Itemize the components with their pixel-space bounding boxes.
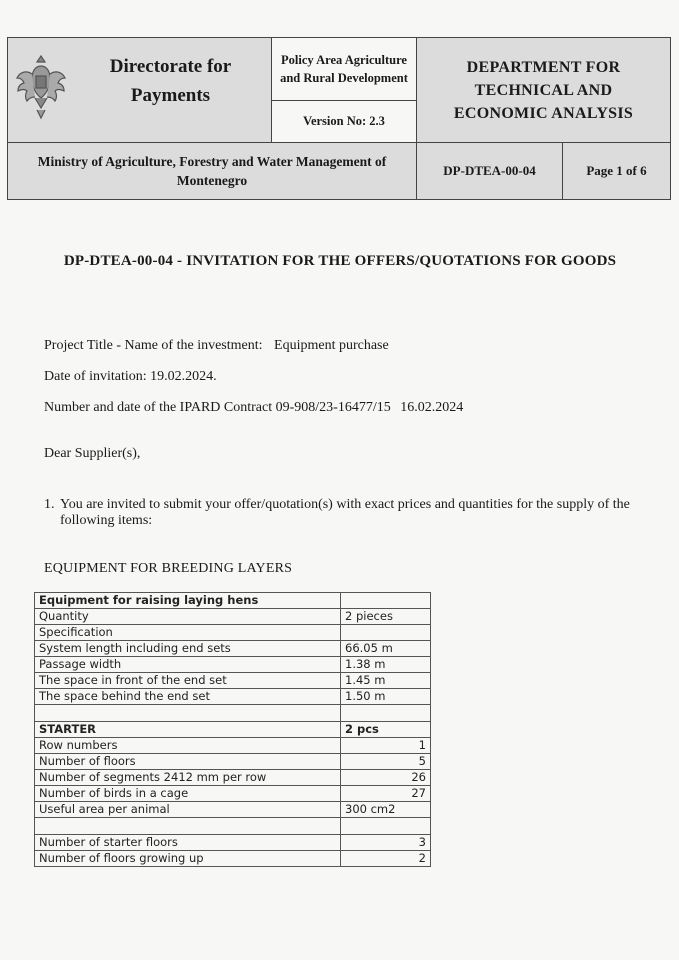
- policy-area-cell: Policy Area Agriculture and Rural Development: [271, 37, 417, 101]
- department-cell: DEPARTMENT FOR TECHNICAL AND ECONOMIC ANALYSIS: [416, 37, 671, 143]
- invitation-date: Date of invitation: 19.02.2024.: [44, 369, 217, 384]
- table-row: The space in front of the end set 1.45 m: [35, 673, 431, 689]
- document-header: [7, 37, 671, 200]
- document-title: DP-DTEA-00-04 - INVITATION FOR THE OFFERS/QUOTATIONS FOR GOODS: [63, 253, 617, 269]
- table-row: Quantity 2 pieces: [35, 609, 431, 625]
- starter-row: [35, 722, 431, 738]
- ministry-cell: Ministry of Agriculture, Forestry and Water Management of Montenegro: [7, 142, 417, 200]
- table-row: Number of birds in a cage 27: [35, 786, 431, 802]
- doc-code-cell: DP-DTEA-00-04: [416, 142, 563, 200]
- table-spacer-row: [35, 818, 431, 835]
- contract-line: [44, 400, 463, 416]
- page-number-cell: Page 1 of 6: [562, 142, 671, 200]
- salutation: Dear Supplier(s),: [44, 446, 141, 461]
- table-row: Number of floors growing up 2: [35, 851, 431, 867]
- table-row: Number of starter floors 3: [35, 835, 431, 851]
- contract-date: 16.02.2024: [400, 400, 464, 415]
- equipment-spec-table: [34, 592, 431, 867]
- project-label: Project Title - Name of the investment:: [44, 338, 263, 353]
- starter-value: 2 pcs: [341, 722, 431, 738]
- table-header: Equipment for raising laying hens: [35, 593, 341, 609]
- org-name: Directorate for Payments: [109, 56, 232, 106]
- table-spacer-row: [35, 705, 431, 722]
- table-row: Number of segments 2412 mm per row 26: [35, 770, 431, 786]
- table-row: System length including end sets 66.05 m: [35, 641, 431, 657]
- list-item-number: 1.: [44, 497, 55, 512]
- table-row: The space behind the end set 1.50 m: [35, 689, 431, 705]
- org-cell: [7, 37, 272, 143]
- contract-label: Number and date of the IPARD Contract 09-908/23-16477/15: [44, 400, 391, 415]
- list-item-text: You are invited to submit your offer/quotation(s) with exact prices and quantities for the supply of the following items:: [60, 497, 630, 528]
- table-row: Useful area per animal 300 cm2: [35, 802, 431, 818]
- project-value: Equipment purchase: [274, 338, 389, 353]
- project-line: [44, 338, 389, 354]
- table-row: Passage width 1.38 m: [35, 657, 431, 673]
- version-cell: Version No: 2.3: [271, 100, 417, 143]
- table-row: Number of floors 5: [35, 754, 431, 770]
- starter-label: STARTER: [35, 722, 341, 738]
- table-row: Row numbers 1: [35, 738, 431, 754]
- section-heading: EQUIPMENT FOR BREEDING LAYERS: [44, 561, 293, 576]
- table-header-row: [35, 593, 431, 609]
- montenegro-coat-of-arms-icon: [15, 52, 67, 122]
- table-row: Specification: [35, 625, 431, 641]
